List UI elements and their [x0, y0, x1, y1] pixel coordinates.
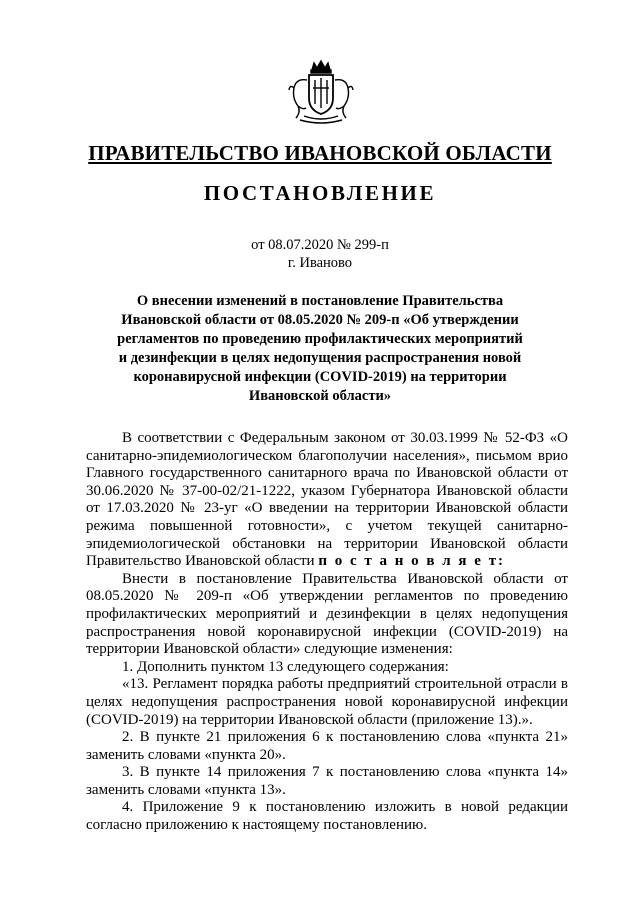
organization-name: ПРАВИТЕЛЬСТВО ИВАНОВСКОЙ ОБЛАСТИ: [88, 141, 552, 165]
preamble-text: В соответствии с Федеральным законом от 30.03.1999 № 52-ФЗ «О санитарно-эпидемиологическом благополучии населения», письмом врио Главного государственного санитарного врача по Ивановской области от 30.06.2020 № 37-00-02/21-1222, указом Губернатора Ивановской области от 17.03.2020 № 23-уг «О введении на территории Ивановской области режима повышенной готовности», с учетом текущей санитарно-эпидемиологической обстановки на территории Ивановской области Правительство Ивановской области: [86, 430, 568, 570]
title-line: и дезинфекции в целях недопущения распространения новой: [118, 350, 522, 366]
title-line: Ивановской области»: [248, 388, 392, 404]
preamble-paragraph: [86, 430, 568, 571]
title-line: Ивановской области от 08.05.2020 № 209-п «Об утверждении: [121, 312, 519, 328]
title-line: регламентов по проведению профилактических мероприятий: [117, 331, 523, 347]
title-line: коронавирусной инфекции (COVID-2019) на территории: [133, 369, 507, 385]
date-block: [0, 236, 640, 272]
body-paragraph: 3. В пункте 14 приложения 7 к постановлению слова «пункта 14» заменить словами «пункта 13».: [86, 764, 568, 798]
date-number: от 08.07.2020 № 299-п: [251, 237, 389, 253]
title-line: О внесении изменений в постановление Правительства: [136, 293, 504, 309]
body-paragraph: Внести в постановление Правительства Ивановской области от 08.05.2020 № 209-п «Об утверждении регламентов по проведению профилактических мероприятий и дезинфекции в целях недопущения распространения новой коронавирусной инфекции (COVID-2019) на территории Ивановской области» следующие изменения:: [86, 570, 568, 658]
body-paragraph: 2. В пункте 21 приложения 6 к постановлению слова «пункта 21» заменить словами «пункта 20».: [86, 729, 568, 763]
document-title: [100, 292, 540, 406]
coat-of-arms-icon: [286, 58, 356, 128]
body-paragraph: 4. Приложение 9 к постановлению изложить в новой редакции согласно приложению к настоящему постановлению.: [86, 799, 568, 834]
decree-word: п о с т а н о в л я е т:: [318, 553, 506, 570]
body-paragraph: «13. Регламент порядка работы предприятий строительной отрасли в целях недопущения распространения новой коронавирусной инфекции (COVID-2019) на территории Ивановской области (приложение 13).».: [86, 676, 568, 728]
document-body: [86, 430, 568, 835]
body-paragraph: 1. Дополнить пунктом 13 следующего содержания:: [122, 658, 449, 675]
city: г. Иваново: [287, 255, 353, 271]
document-type: ПОСТАНОВЛЕНИЕ: [203, 181, 437, 205]
